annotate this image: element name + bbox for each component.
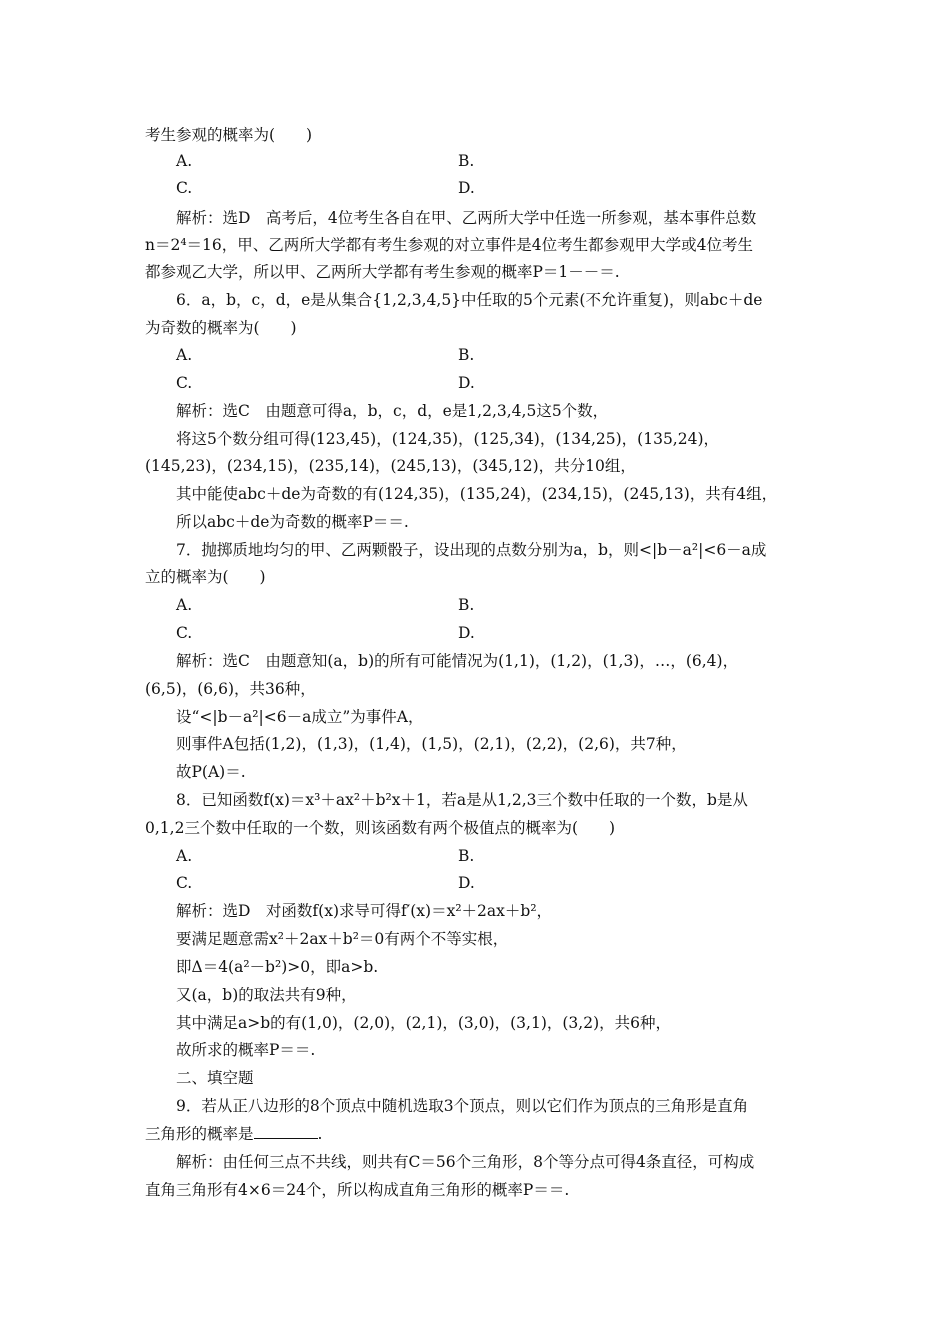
text-line: 则事件A包括(1,2)，(1,3)，(1,4)，(1,5)，(2,1)，(2,2)，(2,6)，共7种，: [176, 735, 687, 753]
option-label: A.: [176, 346, 193, 364]
option-label: B.: [458, 596, 475, 614]
text-line: 都参观乙大学，所以甲、乙两所大学都有考生参观的概率P＝1－－＝.: [145, 263, 620, 281]
option-label: B.: [458, 346, 475, 364]
question-line: 7．抛掷质地均匀的甲、乙两颗骰子，设出现的点数分别为a，b，则<|b－a²|<6－a成: [176, 541, 767, 559]
text-line: 即Δ＝4(a²－b²)>0，即a>b.: [176, 958, 379, 976]
text-line: 解析：选C 由题意知(a，b)的所有可能情况为(1,1)，(1,2)，(1,3)，…，(6,4)，: [176, 652, 739, 670]
text-line: 解析：选D 对函数f(x)求导可得f′(x)＝x²＋2ax＋b²，: [176, 902, 553, 920]
text-line: 所以abc＋de为奇数的概率P＝＝.: [176, 513, 409, 531]
text-line: (6,5)，(6,6)，共36种，: [145, 680, 316, 698]
option-label: D.: [458, 874, 475, 892]
question-line: 8．已知函数f(x)＝x³＋ax²＋b²x＋1，若a是从1,2,3三个数中任取的一个数，b是从: [176, 791, 748, 809]
text-line: 解析：选C 由题意可得a，b，c，d，e是1,2,3,4,5这5个数，: [176, 402, 609, 420]
text-line: 其中能使abc＋de为奇数的有(124,35)，(135,24)，(234,15)，(245,13)，共有4组，: [176, 485, 778, 503]
text-line: 解析：选D 高考后，4位考生各自在甲、乙两所大学中任选一所参观，基本事件总数: [176, 209, 757, 227]
text-line: 0,1,2三个数中任取的一个数，则该函数有两个极值点的概率为( ): [145, 819, 616, 837]
option-label: C.: [176, 179, 193, 197]
text-line: 其中满足a>b的有(1,0)，(2,0)，(2,1)，(3,0)，(3,1)，(3,2)，共6种，: [176, 1014, 671, 1032]
question-line: 9．若从正八边形的8个顶点中随机选取3个顶点，则以它们作为顶点的三角形是直角: [176, 1097, 749, 1115]
question-line: 6．a，b，c，d，e是从集合{1,2,3,4,5}中任取的5个元素(不允许重复)，则abc＋de: [176, 291, 763, 309]
option-label: B.: [458, 152, 475, 170]
option-label: A.: [176, 596, 193, 614]
text-line: 故所求的概率P＝＝.: [176, 1041, 316, 1059]
text-line: [145, 1124, 322, 1144]
option-label: D.: [458, 179, 475, 197]
option-label: A.: [176, 152, 193, 170]
text-fragment: 三角形的概率是: [145, 1125, 254, 1143]
text-line: 设“<|b－a²|<6－a成立”为事件A，: [176, 708, 424, 726]
text-line: 将这5个数分组可得(123,45)，(124,35)，(125,34)，(134,25)，(135,24)，: [176, 430, 720, 448]
text-line: 解析：由任何三点不共线，则共有C＝56个三角形，8个等分点可得4条直径，可构成: [176, 1153, 755, 1171]
option-label: C.: [176, 874, 193, 892]
text-line: 立的概率为( ): [145, 568, 266, 586]
text-line: 又(a，b)的取法共有9种，: [176, 986, 357, 1004]
text-fragment: .: [317, 1125, 323, 1143]
option-label: A.: [176, 847, 193, 865]
text-line: 考生参观的概率为( ): [145, 126, 313, 144]
section-heading: 二、填空题: [176, 1069, 254, 1087]
option-label: C.: [176, 374, 193, 392]
answer-blank: [254, 1124, 318, 1139]
option-label: D.: [458, 624, 475, 642]
option-label: C.: [176, 624, 193, 642]
option-label: B.: [458, 847, 475, 865]
text-line: 直角三角形有4×6＝24个，所以构成直角三角形的概率P＝＝.: [145, 1181, 570, 1199]
text-line: 为奇数的概率为( ): [145, 319, 297, 337]
text-line: n＝2⁴＝16，甲、乙两所大学都有考生参观的对立事件是4位考生都参观甲大学或4位考生: [145, 236, 754, 254]
text-line: (145,23)，(234,15)，(235,14)，(245,13)，(345,12)，共分10组，: [145, 457, 636, 475]
text-line: 要满足题意需x²＋2ax＋b²＝0有两个不等实根，: [176, 930, 509, 948]
option-label: D.: [458, 374, 475, 392]
text-line: 故P(A)＝.: [176, 763, 246, 781]
